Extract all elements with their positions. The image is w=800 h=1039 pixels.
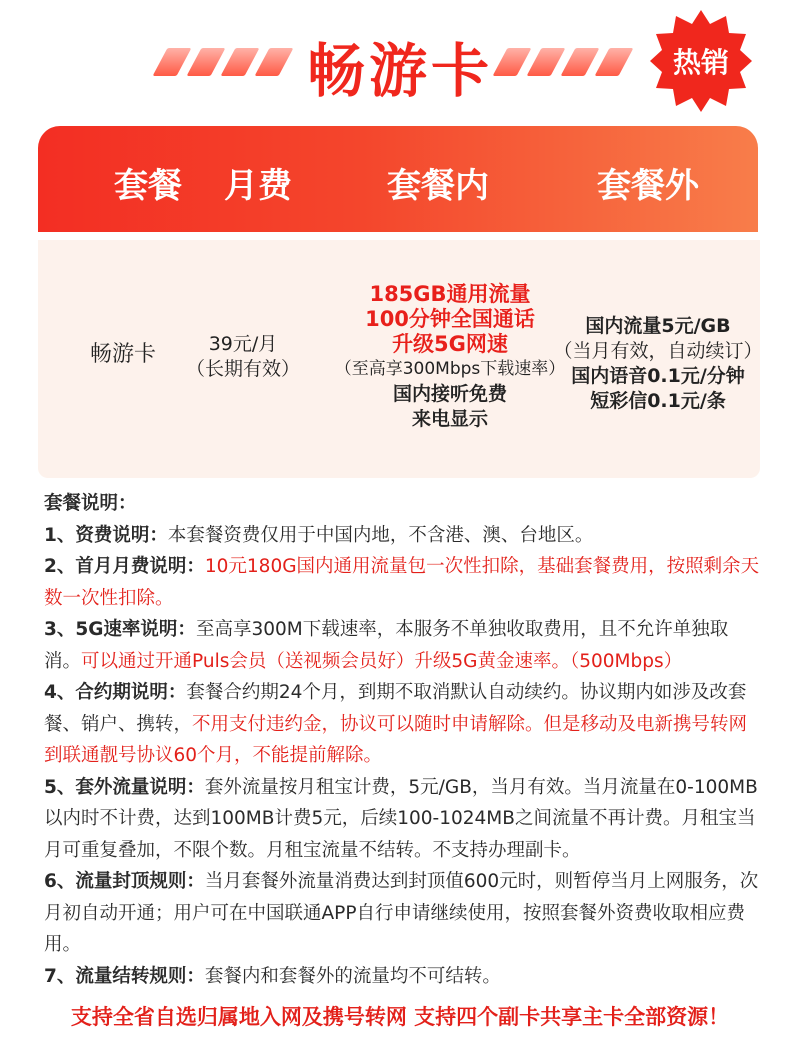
note-item [44,961,760,993]
note-key: 5、套外流量说明： [44,776,205,798]
benefit-caller-id: 来电显示 [411,408,488,430]
column-header-plan: 套餐 [114,166,182,206]
plan-name: 畅游卡 [89,342,156,367]
note-item [44,866,760,961]
note-key: 7、流量结转规则： [44,965,205,987]
note-item [44,520,760,552]
note-item [44,772,760,867]
plan-notes [44,488,760,992]
rate-sms: 短彩信0.1元/条 [590,390,726,412]
note-item [44,677,760,772]
benefit-5g: 升级5G网速 [392,332,508,356]
note-text: 10元180G国内通用流量包一次性扣除，基础套餐费用，按照剩余天数一次性扣除。 [44,556,760,609]
note-key: 2、首月月费说明： [44,556,205,577]
note-text: 可以通过开通Puls会员（送视频会员好）升级5G黄金速率。（500Mbps） [81,650,683,672]
benefit-calls: 100分钟全国通话 [365,307,535,331]
note-text: 不用支付违约金，协议可以随时申请解除。但是移动及电新携号转网到联通靓号协议60个月，不能提前解除。 [44,713,748,766]
fee-validity: （长期有效） [185,358,300,380]
note-text: 套餐内和套餐外的流量均不可结转。 [204,965,501,987]
note-key: 3、5G速率说明： [44,619,196,640]
note-text: 当月套餐外流量消费达到封顶值600元时，则暂停当月上网服务，次月初自动开通；用户可在中国联通APP自行申请继续使用，按照套餐外资费收取相应费用。 [44,871,759,955]
note-item [44,614,760,677]
badge-label: 热销 [672,46,729,79]
column-header-inside: 套餐内 [387,166,489,206]
note-key: 6、流量封顶规则： [44,871,205,892]
plan-table-row [38,240,763,478]
benefit-free-incoming: 国内接听免费 [392,383,507,405]
note-text: 套外流量按月租宝计费，5元/GB，当月有效。当月流量在0-100MB以内时不计费，达到100MB计费5元，后续100-1024MB之间流量不再计费。月租宝当月可重复叠加，不限个数。月租宝流量不结转。不支持办理副卡。 [44,776,758,861]
column-header-outside: 套餐外 [597,166,699,206]
note-text: 至高享300M下载速率，本服务不单独收取费用，且不允许单独取消。 [44,619,729,672]
note-text: 套餐合约期24个月，到期不取消默认自动续约。协议期内如涉及改套餐、销户、携转， [44,682,747,735]
header [0,0,800,120]
note-key: 1、资费说明： [44,524,168,546]
out-of-plan-rates [548,314,768,414]
benefit-data: 185GB通用流量 [369,282,531,306]
note-text: 本套餐资费仅用于中国内地，不含港、澳、台地区。 [167,524,594,546]
column-header-fee: 月费 [224,166,292,206]
fee-amount: 39元/月 [208,333,278,355]
notes-list [44,520,760,993]
rate-data: 国内流量5元/GB [585,315,731,337]
note-key: 4、合约期说明： [44,682,187,703]
footer-banner: 支持全省自选归属地入网及携号转网 支持四个副卡共享主卡全部资源！ [70,1005,730,1029]
plan-table-header [38,126,758,232]
monthly-fee [178,332,308,382]
notes-heading: 套餐说明： [44,493,137,514]
page-title: 畅游卡 [306,37,493,105]
benefit-5g-speed: （至高享300Mbps下载速率） [334,359,566,379]
rate-data-note: （当月有效，自动续订） [553,340,763,362]
note-item [44,551,760,614]
rate-voice: 国内语音0.1元/分钟 [571,365,745,387]
hot-sale-badge [648,8,754,114]
